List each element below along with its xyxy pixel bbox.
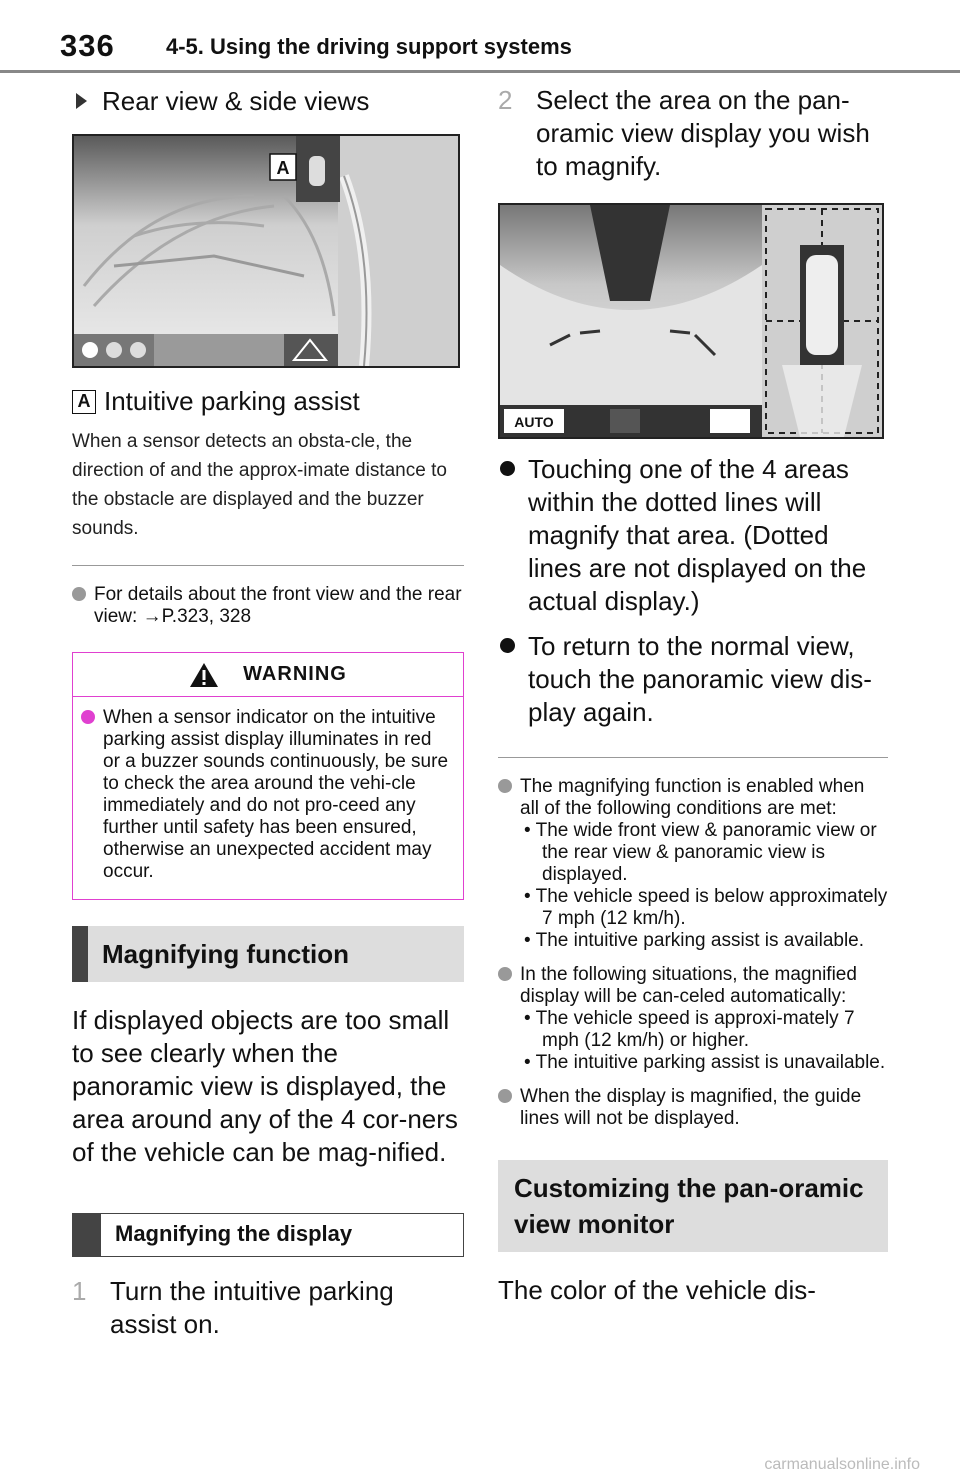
panoramic-view-figure	[498, 203, 884, 439]
auto-label: AUTO	[514, 414, 554, 430]
step-2: 2 Select the area on the pan-oramic view display you wish to magnify.	[498, 85, 870, 181]
rear-view-heading: Rear view & side views	[72, 84, 464, 118]
warning-body	[73, 697, 463, 899]
label-a-description: When a sensor detects an obsta-cle, the direction of and the approx-imate distance to the obstacle are displayed and the buzzer sounds.	[72, 431, 447, 539]
bullet-dot-icon	[498, 779, 512, 793]
note-magnify-conditions: The magnifying function is enabled when all of the following conditions are met: • The wide front view & panoramic view or the rear view & panoramic view is displayed. • The vehicle speed is below approximately 7 mph (12 km/h). • The intuitive parking assist is available.	[498, 776, 888, 952]
magnifying-display-heading: Magnifying the display	[72, 1213, 464, 1257]
customizing-heading: Customizing the pan-oramic view monitor	[498, 1160, 888, 1252]
header-rule	[0, 70, 960, 73]
step-1: 1 Turn the intuitive parking assist on.	[72, 1276, 394, 1339]
bullet-dot-icon	[498, 1089, 512, 1103]
warning-box	[72, 652, 464, 900]
bullet-return-normal: To return to the normal view, touch the panoramic view dis-play again.	[498, 630, 888, 729]
warning-header	[73, 653, 463, 697]
site-watermark: carmanualsonline.info	[764, 1456, 920, 1473]
label-a-line	[72, 386, 464, 417]
divider	[72, 565, 464, 566]
bullet-dot-icon	[72, 587, 86, 601]
page-header	[0, 0, 960, 76]
triangle-bullet-icon	[76, 93, 87, 109]
note-magnify-cancel: In the following situations, the magnified display will be can-celed automatically: • The vehicle speed is approxi-mately 7 mph (12 km/h) or higher. • The intuitive parking assist is unavailable.	[498, 964, 888, 1074]
rear-view-figure	[72, 134, 460, 368]
bullet-dot-icon	[81, 710, 95, 724]
note-front-rear-view: For details about the front view and the rear view: →P.323, 328	[72, 584, 464, 628]
page-reference[interactable]: P.323, 328	[161, 606, 252, 627]
label-a-text: Intuitive parking assist	[104, 386, 360, 416]
magnify-description: If displayed objects are too small to see clearly when the panoramic view is displayed, the area around any of the 4 cor-ners of the vehicle can be mag-nified.	[72, 1005, 458, 1167]
note-guide-lines: When the display is magnified, the guide lines will not be displayed.	[498, 1086, 888, 1130]
rear-view-illustration	[74, 136, 458, 366]
svg-text:A: A	[276, 158, 290, 178]
magnifying-function-heading: Magnifying function	[72, 926, 464, 982]
bullet-touch-areas: Touching one of the 4 areas within the dotted lines will magnify that area. (Dotted lines are not displayed on the actual display.)	[498, 453, 888, 618]
divider	[498, 757, 888, 758]
bullet-dot-icon	[500, 638, 515, 653]
section-title: 4-5. Using the driving support systems	[166, 34, 572, 59]
page-number: 336	[60, 28, 115, 63]
panoramic-view-illustration	[500, 205, 882, 437]
warning-triangle-icon	[189, 662, 219, 688]
arrow-icon: →	[142, 606, 162, 627]
step-number: 2	[498, 85, 513, 115]
step-number: 1	[72, 1276, 87, 1306]
bullet-dot-icon	[500, 461, 515, 476]
customizing-description: The color of the vehicle dis-	[498, 1275, 816, 1305]
warning-title: WARNING	[243, 663, 347, 685]
bullet-dot-icon	[498, 967, 512, 981]
warning-text: When a sensor indicator on the intuitive parking assist display illuminates in red or a buzzer sounds continuously, be sure to check the area around the vehi-cle immediately and do not pro-ceed any further until safety has been ensured, otherwise an unexpected accident may occur.	[103, 707, 449, 882]
label-badge-a: A	[72, 390, 96, 414]
right-column	[498, 84, 888, 1307]
left-column	[72, 84, 464, 1341]
